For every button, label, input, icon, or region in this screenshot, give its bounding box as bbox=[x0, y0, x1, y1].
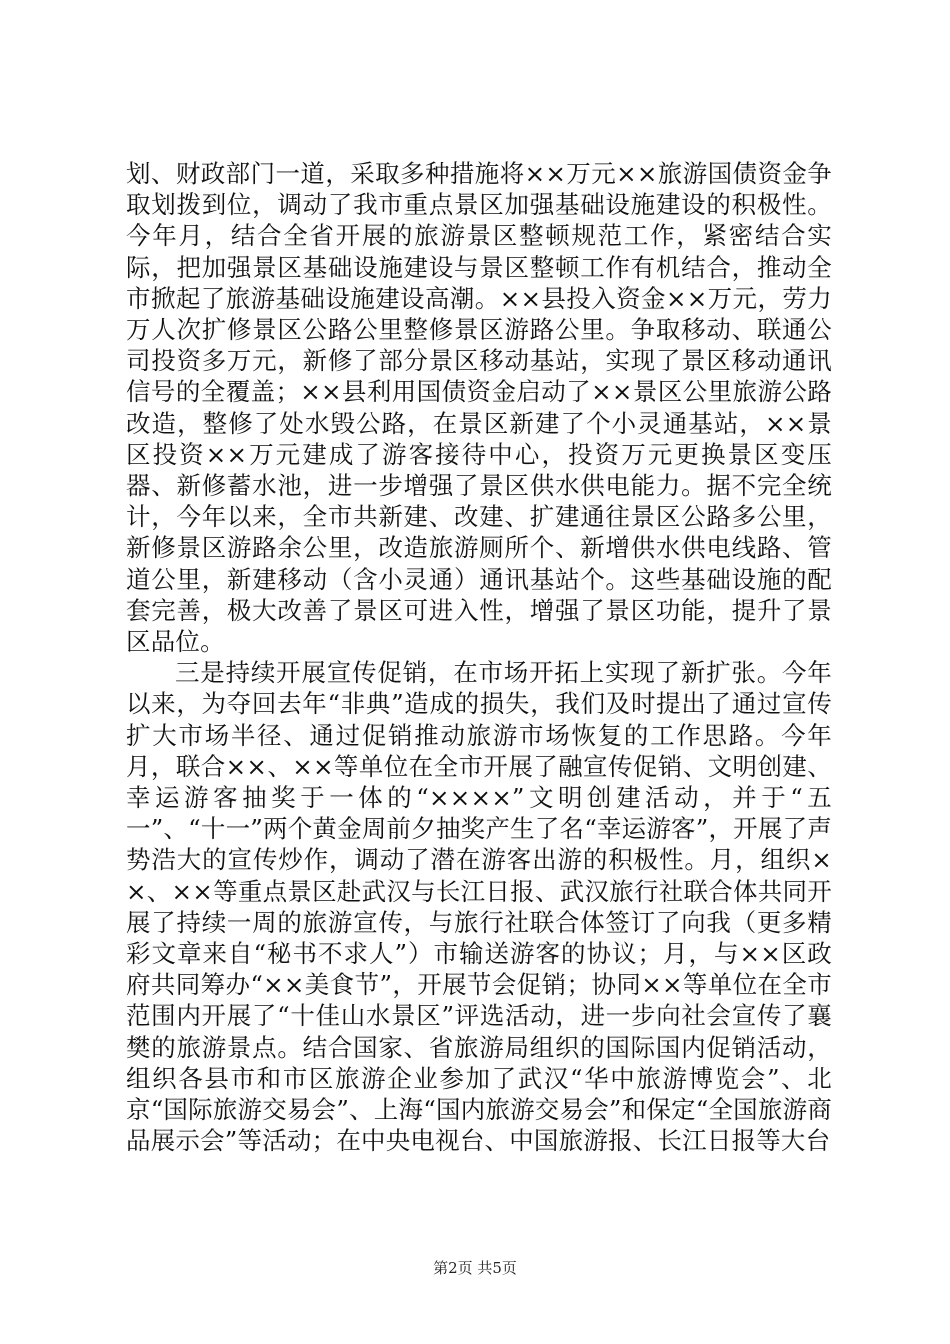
paragraph-promotion: 三是持续开展宣传促销，在市场开拓上实现了新扩张。今年以来，为夺回去年“非典”造成的损失，我们及时提出了通过宣传扩大市场半径、通过促销推动旅游市场恢复的工作思路。今年月，联合××、××等单位在全市开展了融宣传促销、文明创建、幸运游客抽奖于一体的“××××”文明创建活动，并于“五一”、“十一”两个黄金周前夕抽奖产生了名“幸运游客”，开展了声势浩大的宣传炒作，调动了潜在游客出游的积极性。月，组织××、××等重点景区赴武汉与长江日报、武汉旅行社联合体共同开展了持续一周的旅游宣传，与旅行社联合体签订了向我（更多精彩文章来自“秘书不求人”）市输送游客的协议；月，与××区政府共同筹办“××美食节”，开展节会促销；协同××等单位在全市范围内开展了“十佳山水景区”评选活动，进一步向社会宣传了襄樊的旅游景点。结合国家、省旅游局组织的国际国内促销活动，组织各县市和市区旅游企业参加了武汉“华中旅游博览会”、北京“国际旅游交易会”、上海“国内旅游交易会”和保定“全国旅游商品展示会”等活动；在中央电视台、中国旅游报、长江日报等大台 bbox=[126, 658, 832, 1156]
paragraph-continuation: 划、财政部门一道，采取多种措施将××万元××旅游国债资金争取划拨到位，调动了我市重点景区加强基础设施建设的积极性。今年月，结合全省开展的旅游景区整顿规范工作，紧密结合实际，把加强景区基础设施建设与景区整顿工作有机结合，推动全市掀起了旅游基础设施建设高潮。××县投入资金××万元，劳力万人次扩修景区公路公里整修景区游路公里。争取移动、联通公司投资多万元，新修了部分景区移动基站，实现了景区移动通讯信号的全覆盖；××县利用国债资金启动了××景区公里旅游公路改造，整修了处水毁公路，在景区新建了个小灵通基站，××景区投资××万元建成了游客接待中心，投资万元更换景区变压器、新修蓄水池，进一步增强了景区供水供电能力。据不完全统计，今年以来，全市共新建、改建、扩建通往景区公路多公里，新修景区游路余公里，改造旅游厕所个、新增供水供电线路、管道公里，新建移动（含小灵通）通讯基站个。这些基础设施的配套完善，极大改善了景区可进入性，增强了景区功能，提升了景区品位。 bbox=[126, 159, 832, 657]
page-number-footer: 第2页 共5页 bbox=[433, 1259, 517, 1277]
document-body bbox=[126, 158, 832, 1157]
